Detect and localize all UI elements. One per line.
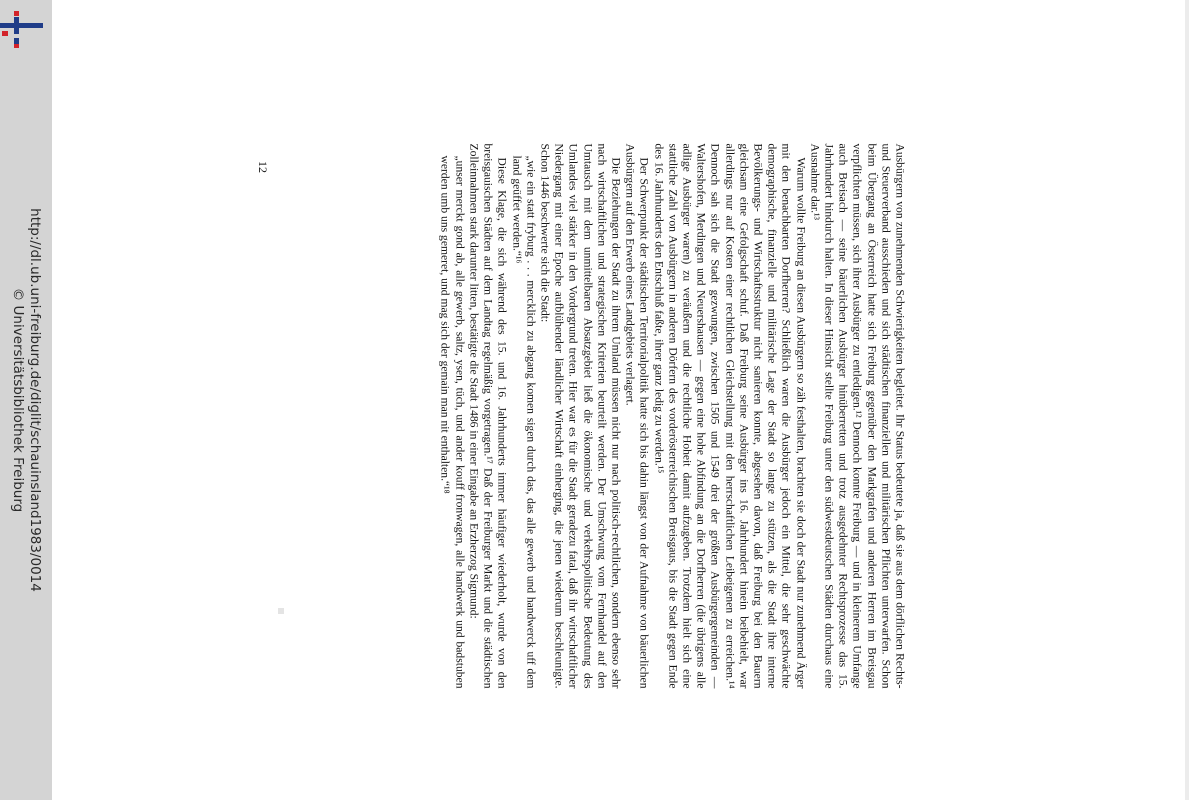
permalink-url[interactable]: http://dl.ub.uni-freiburg.de/diglit/schauinsland1983/0014 bbox=[26, 208, 43, 592]
ub-freiburg-logo-icon bbox=[0, 10, 44, 50]
copyright-notice: © Universitätsbibliothek Freiburg bbox=[10, 287, 26, 513]
scanned-page-text bbox=[438, 144, 907, 689]
quotation: „wie ein statt fryburg . . . mercklich zu abgang komen sigen durch das, das alle gewerb und handwerck uff dem land geüffet werden.“¹⁶ bbox=[509, 155, 538, 689]
paragraph: Die Beziehungen der Stadt zu ihrem Umland müssen nicht nur nach politisch-rechtlichen, sondern ebenso sehr nach wirtschaftlichen und strategischen Kriterien beurteilt werden. Der Umschwung vom Fernhandel auf den Umtausch mit dem unmittelbaren Absatzgebiet ließ die ökonomische und verkehrspolitische Bedeutung des Umlandes viel stärker in den Vordergrund treten. Hier war es für die Stadt geradezu fatal, daß ihr wirtschaftlicher Niedergang mit einer Epoche aufblühender ländlicher Wirtschaft einherging, die jenen wiederum beschleunigte. Schon 1446 beschwerte sich die Stadt: bbox=[538, 143, 623, 689]
paragraph: Der Schwerpunkt der städtischen Territorialpolitik hatte sich bis dahin längst von der Aufnahme von bäuerlichen Ausbürgern auf den Erwerb eines Landgebiets verlagert. bbox=[623, 143, 651, 689]
quotation: „unser merckt gond ab, alle gewerb, saltz, ysen, tüch, und ander kouff fronwagen, alle handwerk und badstuben werden umb uns gemeret, und mag sich der gemain man nit enthalten.“¹⁸ bbox=[438, 155, 467, 689]
sidebar bbox=[0, 0, 52, 800]
page-number: 12 bbox=[256, 161, 270, 173]
permalink-text[interactable] bbox=[9, 208, 43, 592]
paragraph: Diese Klage, die sich während des 15. und 16. Jahrhunderts immer häufiger wiederholt, wurde von den breisgauischen Städten auf dem Landtag regelmäßig vorgetragen.¹⁷ Daß der Freiburger Markt und die städtischen Zolleinnahmen stark darunter litten, bestätigte die Stadt 1486 in einer Eingabe an Erzherzog Sigmund: bbox=[467, 143, 509, 689]
paragraph: Warum wollte Freiburg an diesen Ausbürgern so zäh festhalten, brachten sie doch der Stadt nur zunehmend Ärger mit den benachbarten Dorfherren? Schließlich waren die Ausbürger jedoch ein Mittel, die sehr geschwächte demographische, finanzielle und militärische Lage der Stadt so lange zu stützen, als die Stadt ihre interne Bevölkerungs- und Wirtschaftsstruktur nicht sanieren konnte, abgesehen davon, daß Freiburg bei den Bauern gleichsam eine Gefolgschaft schuf. Daß Freiburg seine Ausbürger ins 16. Jahrhundert hinein beibehielt, war allerdings nur auf Kosten einer rechtlichen Gleichstellung mit den herrschaftlichen Leibeigenen zu erreichen.¹⁴ Dennoch sah sich die Stadt gezwungen, zwischen 1505 und 1549 drei der größten Ausbürgergemeinden — Waltershofen, Merdingen und Neuershausen — gegen eine hohe Abfindung an die Dorfherren (die übrigens alle adlige Ausbürger waren) zu veräußern und die rechtliche Hoheit damit aufzugeben. Trotzdem hielt sich eine stattliche Zahl von Ausbürgern in anderen Dörfern des vorderösterreichischen Breisgaus, bis die Stadt gegen Ende des 16. Jahrhunderts den Entschluß faßte, ihrer ganz ledig zu werden.¹⁵ bbox=[651, 143, 807, 689]
paragraph: Ausbürgern von zunehmenden Schwierigkeiten begleitet. Ihr Status bedeutete ja, daß sie aus dem dörflichen Rechts- und Steuerverband ausschieden und sich städtischen finanziellen und militärischen Pflichten unterwarfen. Schon beim Übergang an Österreich hatte sich Freiburg gegenüber den Markgrafen und anderen Herren im Breisgau verpflichten müssen, sich ihrer Ausbürger zu entledigen.¹² Dennoch konnte Freiburg — und in kleinerem Umfange auch Breisach — seine bäuerlichen Ausbürger hinüberretten und trotz ausgedehnter Rechtsprozesse das 15. Jahrhundert hindurch halten. In dieser Hinsicht stellte Freiburg unter den südwestdeutschen Städten durchaus eine Ausnahme dar.¹³ bbox=[808, 143, 907, 689]
scan-artifact bbox=[278, 608, 284, 614]
scrollbar-edge[interactable] bbox=[1185, 0, 1189, 800]
